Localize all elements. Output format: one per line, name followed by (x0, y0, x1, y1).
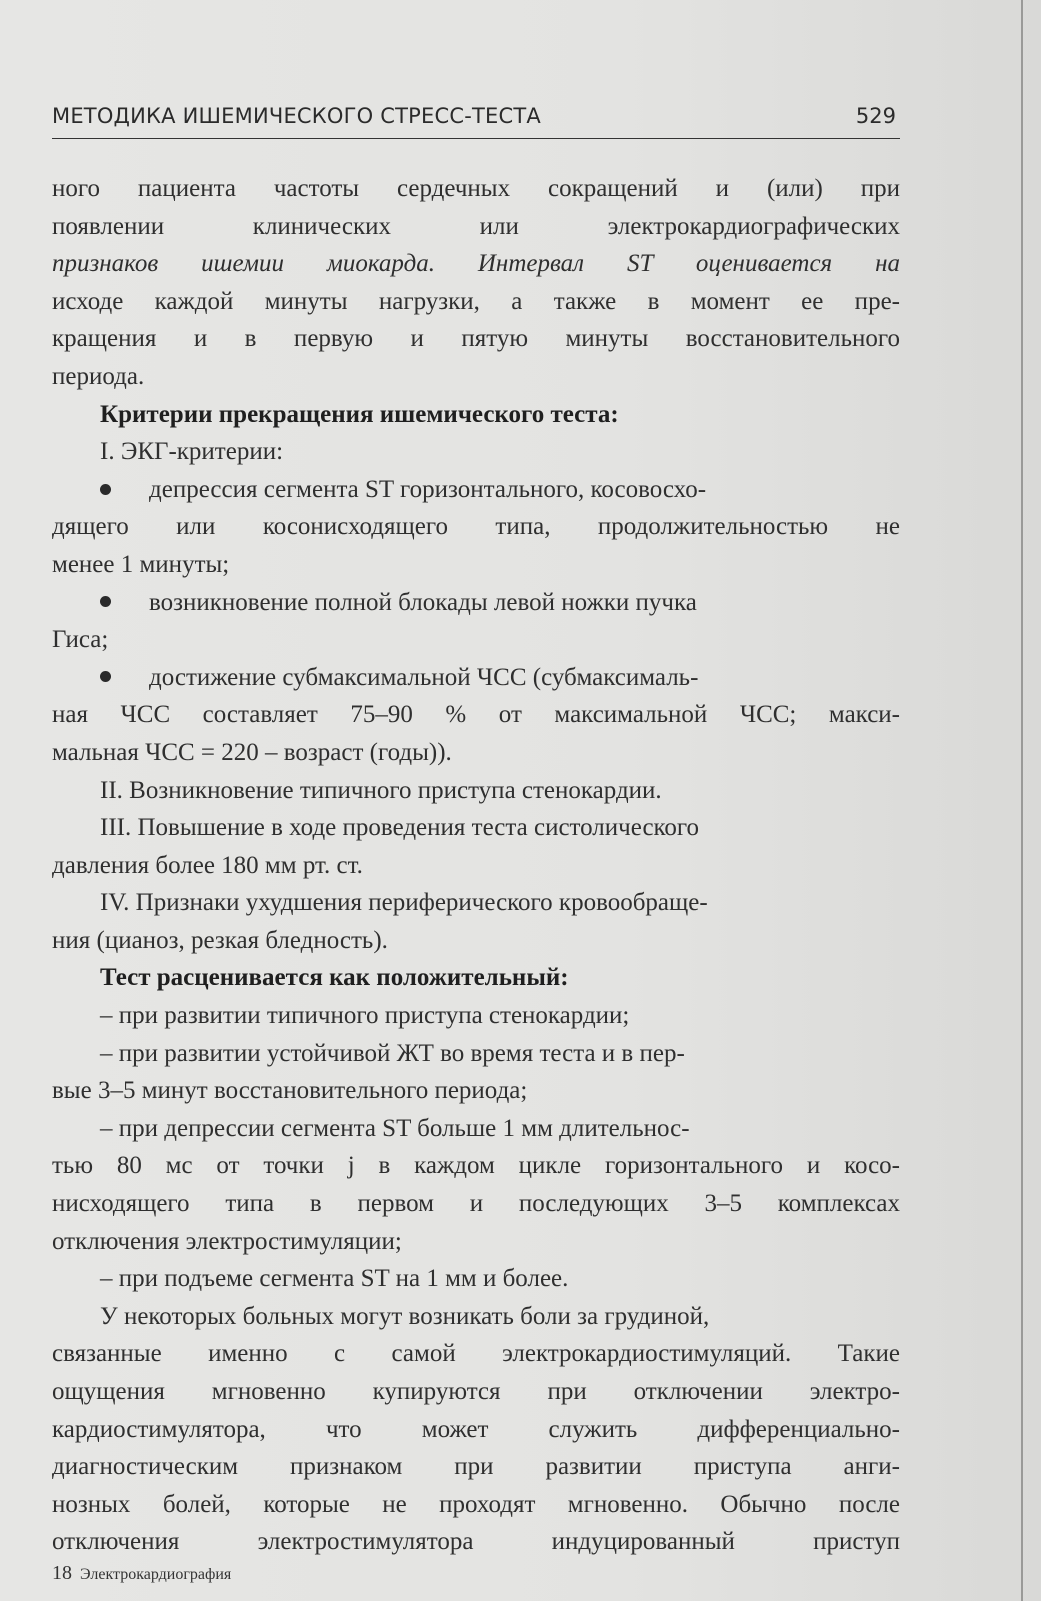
text-line: – при депрессии сегмента ST больше 1 мм длительнос- (100, 1114, 690, 1142)
text-line: тью 80 мс от точки j в каждом цикле горизонтального и косо- (52, 1152, 900, 1180)
text-line: диагностическим признаком при развитии приступа анги- (52, 1453, 900, 1481)
text-line: исходе каждой минуты нагрузки, а также в момент ее пре- (52, 287, 900, 315)
page-number: 529 (855, 104, 896, 128)
signature-title: Электрокардиография (80, 1566, 232, 1583)
section-heading: Критерии прекращения ишемического теста: (100, 400, 619, 428)
text-line: ния (цианоз, резкая бледность). (52, 926, 388, 954)
text-line: У некоторых больных могут возникать боли за грудиной, (100, 1302, 710, 1330)
bullet-text: достижение субмаксимальной ЧСС (субмаксималь- (149, 663, 699, 691)
page-footer (52, 1562, 231, 1585)
bullet-icon (100, 484, 111, 495)
text-line: связанные именно с самой электрокардиостимуляций. Такие (52, 1340, 900, 1368)
signature-number: 18 (52, 1562, 72, 1584)
text-line: периода. (52, 362, 145, 390)
text-line: кардиостимулятора, что может служить дифференциально- (52, 1415, 900, 1443)
text-line: – при развитии типичного приступа стенокардии; (100, 1002, 630, 1030)
text-line: – при подъеме сегмента ST на 1 мм и более. (100, 1265, 569, 1293)
text-line: IV. Признаки ухудшения периферического кровообраще- (100, 889, 708, 917)
text-line: Гиса; (52, 626, 109, 654)
running-header (52, 104, 900, 139)
bullet-icon (100, 596, 111, 607)
text-line: отключения электростимулятора индуцированный приступ (52, 1528, 900, 1556)
text-line-italic: признаков ишемии миокарда. Интервал ST оценивается на (52, 250, 900, 278)
text-line: III. Повышение в ходе проведения теста систолического (100, 814, 700, 842)
bullet-item (52, 584, 900, 622)
bullet-item (52, 471, 900, 509)
body-text (52, 170, 900, 1561)
text-line: ная ЧСС составляет 75–90 % от максимальной ЧСС; макси- (52, 701, 900, 729)
text-line: II. Возникновение типичного приступа стенокардии. (100, 776, 662, 804)
section-heading: Тест расценивается как положительный: (100, 964, 569, 992)
text-line: мальная ЧСС = 220 – возраст (годы)). (52, 738, 452, 766)
text-line: вые 3–5 минут восстановительного периода; (52, 1077, 528, 1105)
text-line: отключения электростимуляции; (52, 1227, 402, 1255)
bullet-icon (100, 671, 111, 682)
text-line: появлении клинических или электрокардиографических (52, 212, 900, 240)
page-edge (1021, 0, 1023, 1601)
bullet-text: возникновение полной блокады левой ножки пучка (149, 588, 697, 616)
bullet-text: депрессия сегмента ST горизонтального, косовосхо- (149, 475, 707, 503)
text-line: дящего или косонисходящего типа, продолжительностью не (52, 513, 900, 541)
text-line: нозных болей, которые не проходят мгновенно. Обычно после (52, 1490, 900, 1518)
text-line: – при развитии устойчивой ЖТ во время теста и в пер- (100, 1039, 685, 1067)
running-header-title: МЕТОДИКА ИШЕМИЧЕСКОГО СТРЕСС-ТЕСТА (52, 104, 541, 128)
text-line: менее 1 минуты; (52, 550, 230, 578)
text-line: нисходящего типа в первом и последующих 3–5 комплексах (52, 1190, 900, 1218)
list-label: I. ЭКГ-критерии: (100, 438, 284, 466)
text-line: давления более 180 мм рт. ст. (52, 851, 363, 879)
text-line: ощущения мгновенно купируются при отключении электро- (52, 1378, 900, 1405)
bullet-item (52, 659, 900, 697)
text-line: кращения и в первую и пятую минуты восстановительного (52, 325, 900, 353)
text-line: ного пациента частоты сердечных сокращений и (или) при (52, 175, 900, 202)
